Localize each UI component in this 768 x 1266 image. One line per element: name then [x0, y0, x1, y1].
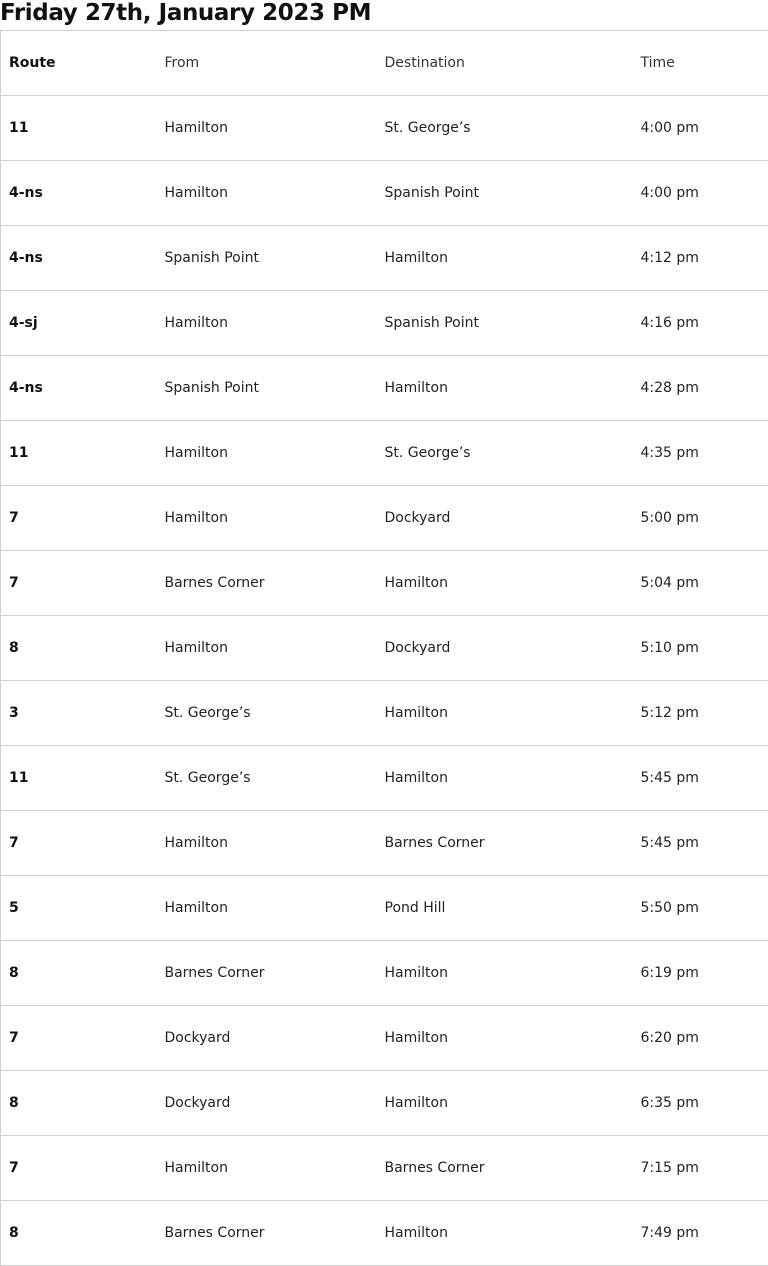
- destination-cell: Pond Hill: [377, 876, 633, 941]
- route-cell: 7: [1, 811, 157, 876]
- table-row: [1, 941, 768, 1006]
- destination-cell: Dockyard: [377, 616, 633, 681]
- time-cell: 4:35 pm: [633, 421, 768, 486]
- column-header-destination: Destination: [377, 31, 633, 96]
- table-row: [1, 226, 768, 291]
- from-cell: Barnes Corner: [157, 941, 377, 1006]
- from-cell: Spanish Point: [157, 226, 377, 291]
- route-cell: 8: [1, 1071, 157, 1136]
- destination-cell: Barnes Corner: [377, 811, 633, 876]
- route-cell: 8: [1, 1201, 157, 1266]
- table-row: [1, 161, 768, 226]
- destination-cell: Spanish Point: [377, 161, 633, 226]
- route-cell: 11: [1, 746, 157, 811]
- time-cell: 5:12 pm: [633, 681, 768, 746]
- table-header-row: [1, 31, 768, 96]
- route-cell: 5: [1, 876, 157, 941]
- destination-cell: Hamilton: [377, 1071, 633, 1136]
- time-cell: 5:00 pm: [633, 486, 768, 551]
- time-cell: 5:04 pm: [633, 551, 768, 616]
- table-row: [1, 551, 768, 616]
- table-row: [1, 811, 768, 876]
- route-cell: 11: [1, 421, 157, 486]
- route-cell: 8: [1, 616, 157, 681]
- table-row: [1, 356, 768, 421]
- time-cell: 5:50 pm: [633, 876, 768, 941]
- from-cell: St. George’s: [157, 681, 377, 746]
- destination-cell: St. George’s: [377, 96, 633, 161]
- route-cell: 8: [1, 941, 157, 1006]
- table-row: [1, 616, 768, 681]
- time-cell: 6:35 pm: [633, 1071, 768, 1136]
- time-cell: 5:10 pm: [633, 616, 768, 681]
- time-cell: 6:20 pm: [633, 1006, 768, 1071]
- from-cell: Hamilton: [157, 876, 377, 941]
- route-cell: 4-ns: [1, 356, 157, 421]
- from-cell: Hamilton: [157, 96, 377, 161]
- destination-cell: Dockyard: [377, 486, 633, 551]
- from-cell: Barnes Corner: [157, 1201, 377, 1266]
- bus-schedule-table: [0, 30, 768, 1266]
- destination-cell: Hamilton: [377, 226, 633, 291]
- destination-cell: Spanish Point: [377, 291, 633, 356]
- from-cell: Hamilton: [157, 486, 377, 551]
- from-cell: Hamilton: [157, 291, 377, 356]
- column-header-route: Route: [1, 31, 157, 96]
- destination-cell: Hamilton: [377, 551, 633, 616]
- time-cell: 4:00 pm: [633, 161, 768, 226]
- table-row: [1, 1201, 768, 1266]
- table-row: [1, 96, 768, 161]
- from-cell: Hamilton: [157, 811, 377, 876]
- table-row: [1, 876, 768, 941]
- from-cell: St. George’s: [157, 746, 377, 811]
- destination-cell: Hamilton: [377, 941, 633, 1006]
- time-cell: 7:49 pm: [633, 1201, 768, 1266]
- route-cell: 7: [1, 1136, 157, 1201]
- table-row: [1, 746, 768, 811]
- table-row: [1, 1006, 768, 1071]
- route-cell: 7: [1, 551, 157, 616]
- from-cell: Spanish Point: [157, 356, 377, 421]
- destination-cell: St. George’s: [377, 421, 633, 486]
- table-row: [1, 291, 768, 356]
- table-row: [1, 1136, 768, 1201]
- page-title: Friday 27th, January 2023 PM: [0, 0, 372, 26]
- time-cell: 4:00 pm: [633, 96, 768, 161]
- table-row: [1, 1071, 768, 1136]
- destination-cell: Hamilton: [377, 681, 633, 746]
- route-cell: 4-sj: [1, 291, 157, 356]
- destination-cell: Hamilton: [377, 356, 633, 421]
- table-row: [1, 421, 768, 486]
- from-cell: Hamilton: [157, 616, 377, 681]
- time-cell: 4:16 pm: [633, 291, 768, 356]
- from-cell: Barnes Corner: [157, 551, 377, 616]
- time-cell: 4:28 pm: [633, 356, 768, 421]
- table-row: [1, 486, 768, 551]
- route-cell: 4-ns: [1, 226, 157, 291]
- table-row: [1, 681, 768, 746]
- route-cell: 3: [1, 681, 157, 746]
- time-cell: 5:45 pm: [633, 811, 768, 876]
- route-cell: 4-ns: [1, 161, 157, 226]
- route-cell: 7: [1, 1006, 157, 1071]
- from-cell: Hamilton: [157, 421, 377, 486]
- column-header-time: Time: [633, 31, 768, 96]
- time-cell: 4:12 pm: [633, 226, 768, 291]
- from-cell: Hamilton: [157, 1136, 377, 1201]
- table-body: [1, 96, 768, 1266]
- time-cell: 6:19 pm: [633, 941, 768, 1006]
- route-cell: 11: [1, 96, 157, 161]
- from-cell: Dockyard: [157, 1071, 377, 1136]
- destination-cell: Barnes Corner: [377, 1136, 633, 1201]
- from-cell: Hamilton: [157, 161, 377, 226]
- destination-cell: Hamilton: [377, 1201, 633, 1266]
- time-cell: 7:15 pm: [633, 1136, 768, 1201]
- from-cell: Dockyard: [157, 1006, 377, 1071]
- destination-cell: Hamilton: [377, 746, 633, 811]
- column-header-from: From: [157, 31, 377, 96]
- destination-cell: Hamilton: [377, 1006, 633, 1071]
- time-cell: 5:45 pm: [633, 746, 768, 811]
- route-cell: 7: [1, 486, 157, 551]
